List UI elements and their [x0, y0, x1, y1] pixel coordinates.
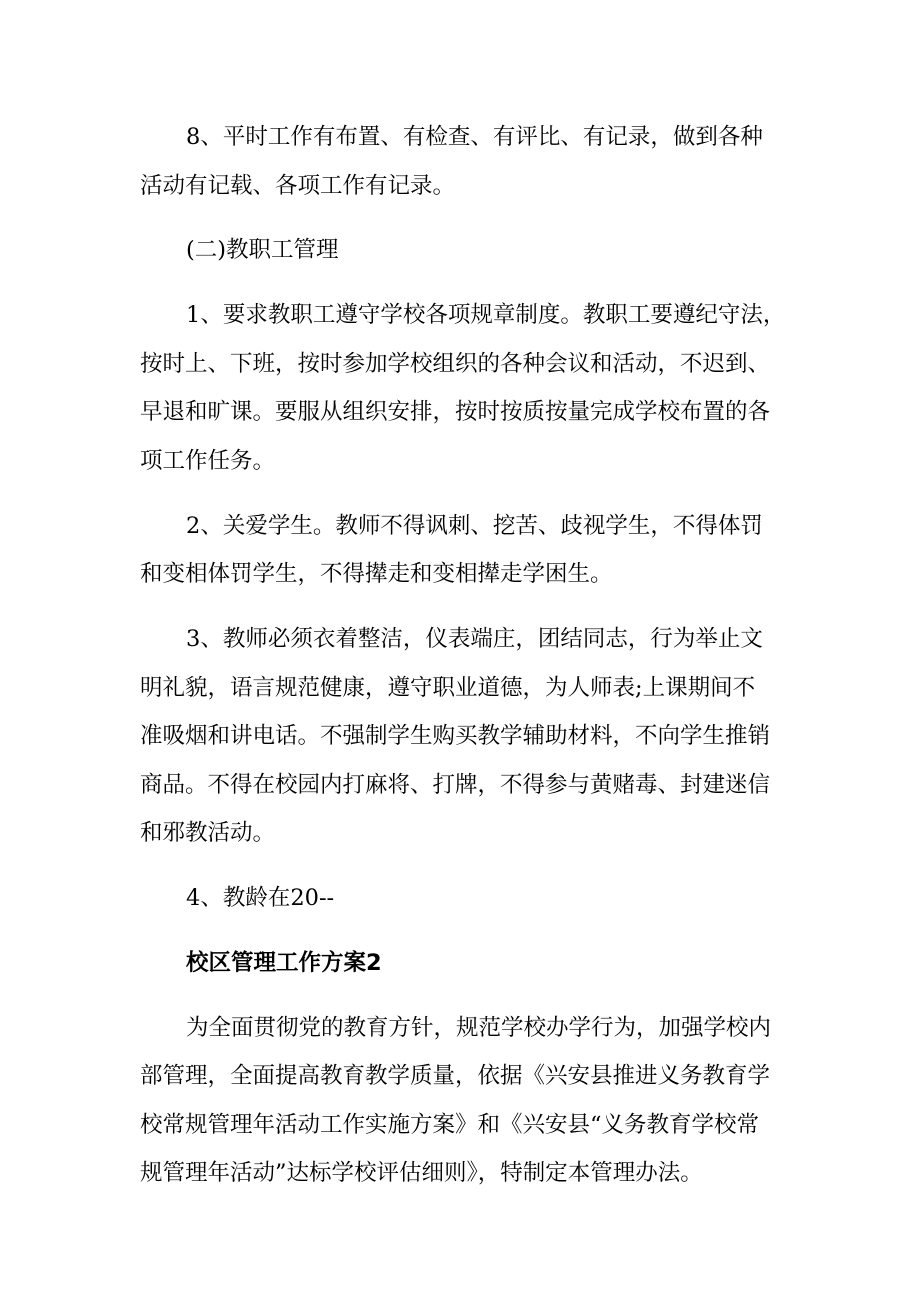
- paragraph-line: 和变相体罚学生，不得撵走和变相撵走学困生。: [140, 561, 613, 587]
- paragraph-line: 为全面贯彻党的教育方针，规范学校办学行为，加强学校内: [186, 1015, 772, 1041]
- paragraph-line: 3、教师必须衣着整洁，仪表端庄，团结同志，行为举止文: [186, 626, 763, 652]
- paragraph-line: 规管理年活动”达标学校评估细则》，特制定本管理办法。: [140, 1160, 703, 1186]
- document-heading: 校区管理工作方案2: [186, 950, 382, 976]
- paragraph-line: 1、要求教职工遵守学校各项规章制度。教职工要遵纪守法，: [186, 302, 786, 328]
- paragraph-line: 按时上、下班，按时参加学校组织的各种会议和活动，不迟到、: [140, 351, 771, 377]
- paragraph-line: 早退和旷课。要服从组织安排，按时按质按量完成学校布置的各: [140, 399, 771, 425]
- paragraph-line: 8、平时工作有布置、有检查、有评比、有记录，做到各种: [186, 124, 763, 150]
- paragraph-line: 商品。不得在校园内打麻将、打牌，不得参与黄赌毒、封建迷信: [140, 772, 771, 798]
- section-heading: (二)教职工管理: [186, 237, 339, 263]
- paragraph-line: 和邪教活动。: [140, 820, 276, 846]
- paragraph-line: 准吸烟和讲电话。不强制学生购买教学辅助材料，不向学生推销: [140, 723, 771, 749]
- paragraph-line: 活动有记载、各项工作有记录。: [140, 173, 456, 199]
- paragraph-line: 2、关爱学生。教师不得讽刺、挖苦、歧视学生，不得体罚: [186, 513, 763, 539]
- paragraph-line: 部管理，全面提高教育教学质量，依据《兴安县推进义务教育学: [140, 1063, 771, 1089]
- paragraph-line: 4、教龄在20--: [186, 885, 335, 911]
- paragraph-line: 明礼貌，语言规范健康，遵守职业道德，为人师表;上课期间不: [140, 675, 756, 701]
- paragraph-line: 项工作任务。: [140, 448, 276, 474]
- paragraph-line: 校常规管理年活动工作实施方案》和《兴安县“义务教育学校常: [140, 1112, 760, 1138]
